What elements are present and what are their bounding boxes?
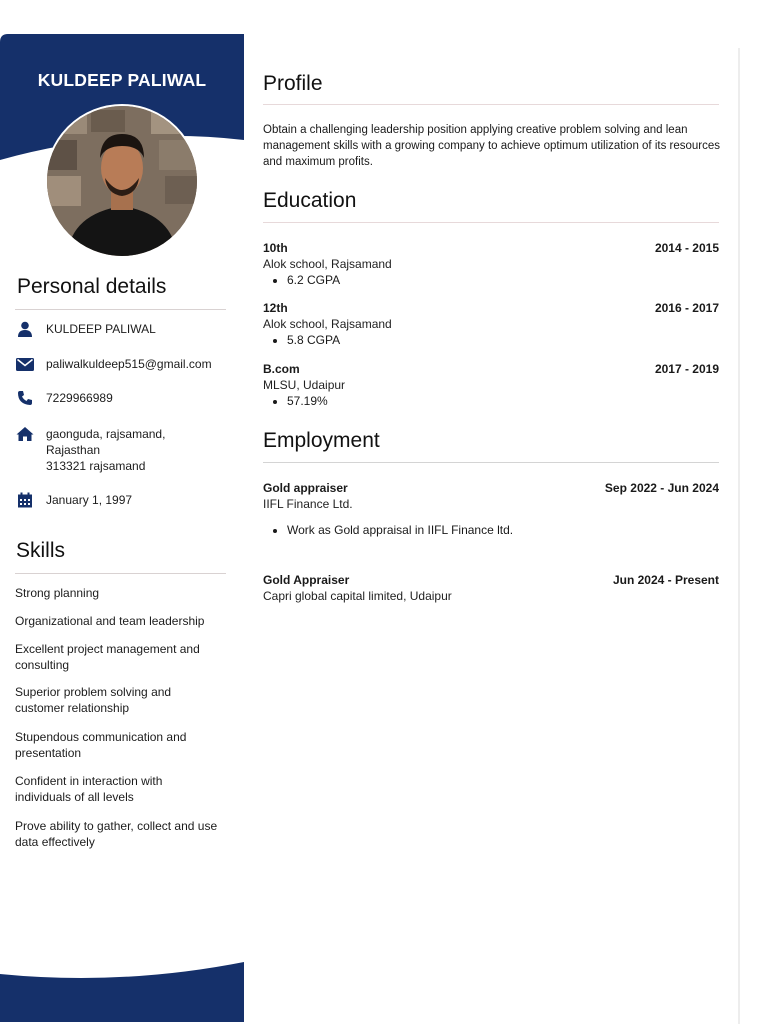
profile-title: Profile: [263, 72, 323, 95]
personal-address-text: gaonguda, rajsamand, Rajasthan 313321 rajsamand: [46, 427, 166, 473]
employment-role: Gold appraiser: [263, 481, 348, 495]
education-entry: [263, 240, 719, 288]
personal-email-row: [15, 356, 230, 372]
employment-entry: [263, 480, 719, 538]
education-school: MLSU, Udaipur: [263, 378, 346, 392]
skills-divider: [15, 573, 226, 574]
employment-title: Employment: [263, 429, 380, 452]
employment-role: Gold Appraiser: [263, 573, 350, 587]
sidebar: [0, 34, 244, 1022]
education-divider: [263, 222, 719, 223]
education-result: • 6.2 CGPA: [287, 272, 719, 288]
person-icon: [15, 321, 35, 337]
employment-detail: • Work as Gold appraisal in IIFL Finance ltd.: [287, 522, 719, 538]
education-school: Alok school, Rajsamand: [263, 257, 392, 271]
education-years: 2017 - 2019: [654, 362, 719, 376]
education-degree: B.com: [263, 362, 300, 376]
footer-banner: [0, 962, 244, 1022]
skill-item: Excellent project management and consulting: [15, 642, 200, 672]
education-school: Alok school, Rajsamand: [263, 317, 392, 331]
employment-dates: Jun 2024 - Present: [612, 573, 719, 587]
personal-dob-row: [15, 492, 230, 508]
employment-company: Capri global capital limited, Udaipur: [263, 589, 452, 603]
education-years: 2014 - 2015: [654, 241, 719, 255]
education-years: 2016 - 2017: [654, 301, 719, 315]
personal-name-row: [15, 321, 230, 337]
email-icon: [15, 356, 35, 372]
employment-entry: [263, 572, 719, 604]
personal-details-divider: [15, 309, 226, 310]
education-degree: 12th: [263, 301, 288, 315]
employment-divider: [263, 462, 719, 463]
skills-title: Skills: [16, 539, 66, 562]
education-entry: [263, 361, 719, 409]
personal-address-row: [15, 426, 230, 474]
skill-item: Strong planning: [15, 586, 100, 600]
profile-photo: [45, 104, 199, 258]
skill-item: Stupendous communication and presentation: [15, 730, 187, 760]
personal-phone-text[interactable]: 7229966989: [46, 391, 113, 405]
page-edge: [738, 48, 740, 1024]
personal-email-text[interactable]: paliwalkuldeep515@gmail.com: [46, 357, 212, 371]
education-entry: [263, 300, 719, 348]
personal-details-title: Personal details: [17, 275, 167, 298]
home-icon: [15, 426, 35, 442]
employment-dates: Sep 2022 - Jun 2024: [604, 481, 719, 495]
phone-icon: [15, 390, 35, 406]
skill-item: Organizational and team leadership: [15, 614, 205, 628]
personal-dob-text: January 1, 1997: [46, 493, 133, 507]
education-result: • 57.19%: [287, 393, 719, 409]
personal-phone-row: [15, 390, 230, 406]
education-title: Education: [263, 189, 357, 212]
skill-item: Superior problem solving and customer relationship: [15, 685, 172, 715]
skill-item: Confident in interaction with individuals of all levels: [15, 774, 163, 804]
education-result: • 5.8 CGPA: [287, 332, 719, 348]
skill-item: Prove ability to gather, collect and use data effectively: [15, 819, 218, 849]
profile-text: Obtain a challenging leadership position applying creative problem solving and lean management skills with a growing company to achieve optimum utilization of its resources and maximum profits.: [263, 124, 721, 168]
employment-company: IIFL Finance Ltd.: [263, 497, 353, 511]
calendar-icon: [15, 492, 35, 508]
education-degree: 10th: [263, 241, 288, 255]
candidate-name: KULDEEP PALIWAL: [37, 70, 207, 90]
profile-divider: [263, 104, 719, 105]
personal-name-text: KULDEEP PALIWAL: [46, 322, 156, 336]
